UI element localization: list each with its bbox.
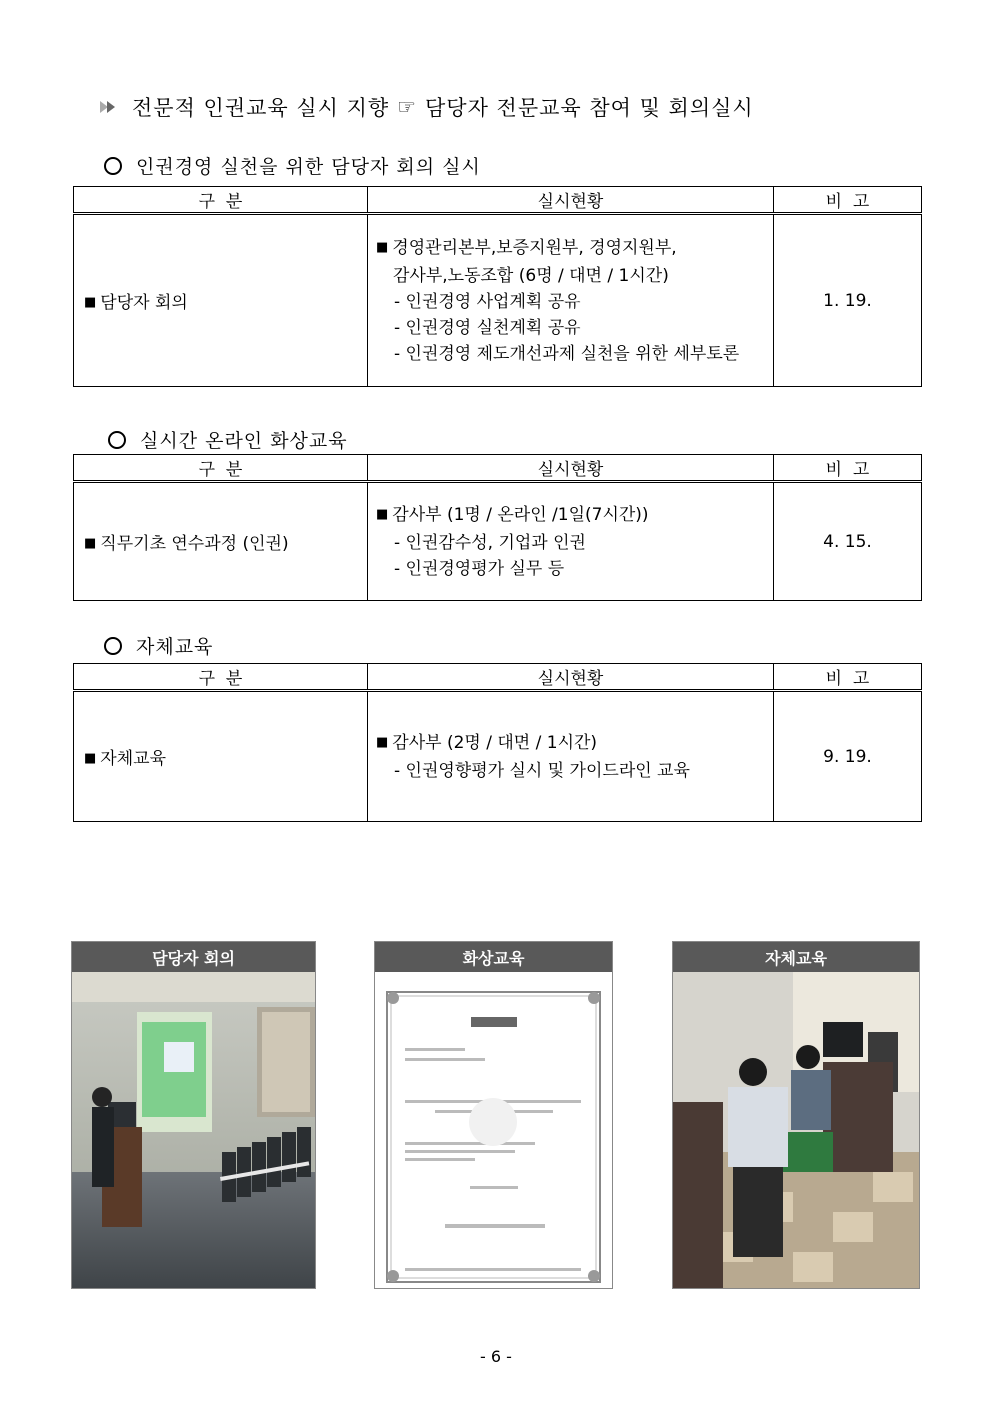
table-row	[74, 691, 922, 822]
note-cell: 4. 15.	[774, 482, 922, 601]
status-sub-item: - 인권감수성, 기업과 인권	[394, 532, 586, 553]
status-cell	[368, 214, 774, 387]
category-text: 자체교육	[100, 749, 166, 769]
meeting-photo-panel	[71, 941, 316, 1289]
status-main-line	[376, 730, 765, 758]
circle-icon	[108, 431, 126, 449]
header-category: 구 분	[74, 455, 368, 482]
status-cell	[368, 482, 774, 601]
header-note: 비 고	[774, 455, 922, 482]
heading-left: 전문적 인권교육 실시 지향	[132, 96, 390, 120]
note-cell: 9. 19.	[774, 691, 922, 822]
status-main-text: 경영관리본부,보증지원부, 경영지원부,	[392, 237, 677, 258]
status-sub-item: - 인권경영 사업계획 공유	[394, 291, 581, 312]
status-main-line2: 감사부,노동조합 (6명 / 대면 / 1시간)	[393, 265, 669, 286]
self-education-photo	[673, 972, 919, 1288]
status-sub-item: - 인권경영 제도개선과제 실천을 위한 세부토론	[394, 343, 740, 364]
table-header-row	[74, 664, 922, 691]
header-status: 실시현황	[368, 187, 774, 214]
header-category: 구 분	[74, 664, 368, 691]
main-heading	[100, 92, 754, 122]
heading-right: 담당자 전문교육 참여 및 회의실시	[425, 96, 754, 120]
category-cell	[74, 691, 368, 822]
circle-icon	[104, 637, 122, 655]
section1-title	[104, 152, 481, 179]
section3-title	[104, 632, 213, 659]
section2-title	[108, 426, 348, 453]
header-category: 구 분	[74, 187, 368, 214]
section2-title-text: 실시간 온라인 화상교육	[140, 430, 348, 452]
status-main-text: 감사부 (1명 / 온라인 /1일(7시간))	[392, 504, 649, 525]
category-text: 담당자 회의	[100, 293, 188, 313]
pointing-hand-icon: ☞	[397, 95, 417, 119]
table-header-row	[74, 187, 922, 214]
square-bullet-icon: ■	[376, 506, 389, 522]
table-header-row	[74, 455, 922, 482]
section2-table	[73, 454, 922, 601]
header-note: 비 고	[774, 187, 922, 214]
square-bullet-icon: ■	[376, 239, 389, 255]
status-sub-item: - 인권영향평가 실시 및 가이드라인 교육	[394, 760, 690, 781]
status-sub-item: - 인권경영 실천계획 공유	[394, 317, 581, 338]
status-main-text: 감사부 (2명 / 대면 / 1시간)	[392, 732, 598, 753]
square-bullet-icon: ■	[84, 536, 97, 551]
category-text: 직무기초 연수과정 (인권)	[100, 534, 289, 554]
status-main-line	[376, 502, 765, 530]
self-photo-panel	[672, 941, 920, 1289]
video-photo-panel	[374, 941, 613, 1289]
category-cell	[74, 482, 368, 601]
square-bullet-icon: ■	[84, 295, 97, 310]
header-status: 실시현황	[368, 455, 774, 482]
header-status: 실시현황	[368, 664, 774, 691]
category-cell	[74, 214, 368, 387]
square-bullet-icon: ■	[84, 751, 97, 766]
section3-table	[73, 663, 922, 822]
meeting-photo-caption: 담당자 회의	[72, 942, 315, 972]
table-row	[74, 482, 922, 601]
meeting-photo	[72, 972, 315, 1288]
header-note: 비 고	[774, 664, 922, 691]
square-bullet-icon: ■	[376, 734, 389, 750]
note-cell: 1. 19.	[774, 214, 922, 387]
section3-title-text: 자체교육	[136, 636, 214, 658]
self-photo-caption: 자체교육	[673, 942, 919, 972]
section1-table	[73, 186, 922, 387]
double-arrow-icon	[100, 97, 122, 117]
page-number: - 6 -	[480, 1347, 512, 1366]
certificate-image	[375, 972, 612, 1288]
video-photo-caption: 화상교육	[375, 942, 612, 972]
section1-title-text: 인권경영 실천을 위한 담당자 회의 실시	[136, 156, 481, 178]
status-main-line	[376, 235, 765, 263]
circle-icon	[104, 157, 122, 175]
status-cell	[368, 691, 774, 822]
status-sub-item: - 인권경영평가 실무 등	[394, 558, 565, 579]
table-row	[74, 214, 922, 387]
